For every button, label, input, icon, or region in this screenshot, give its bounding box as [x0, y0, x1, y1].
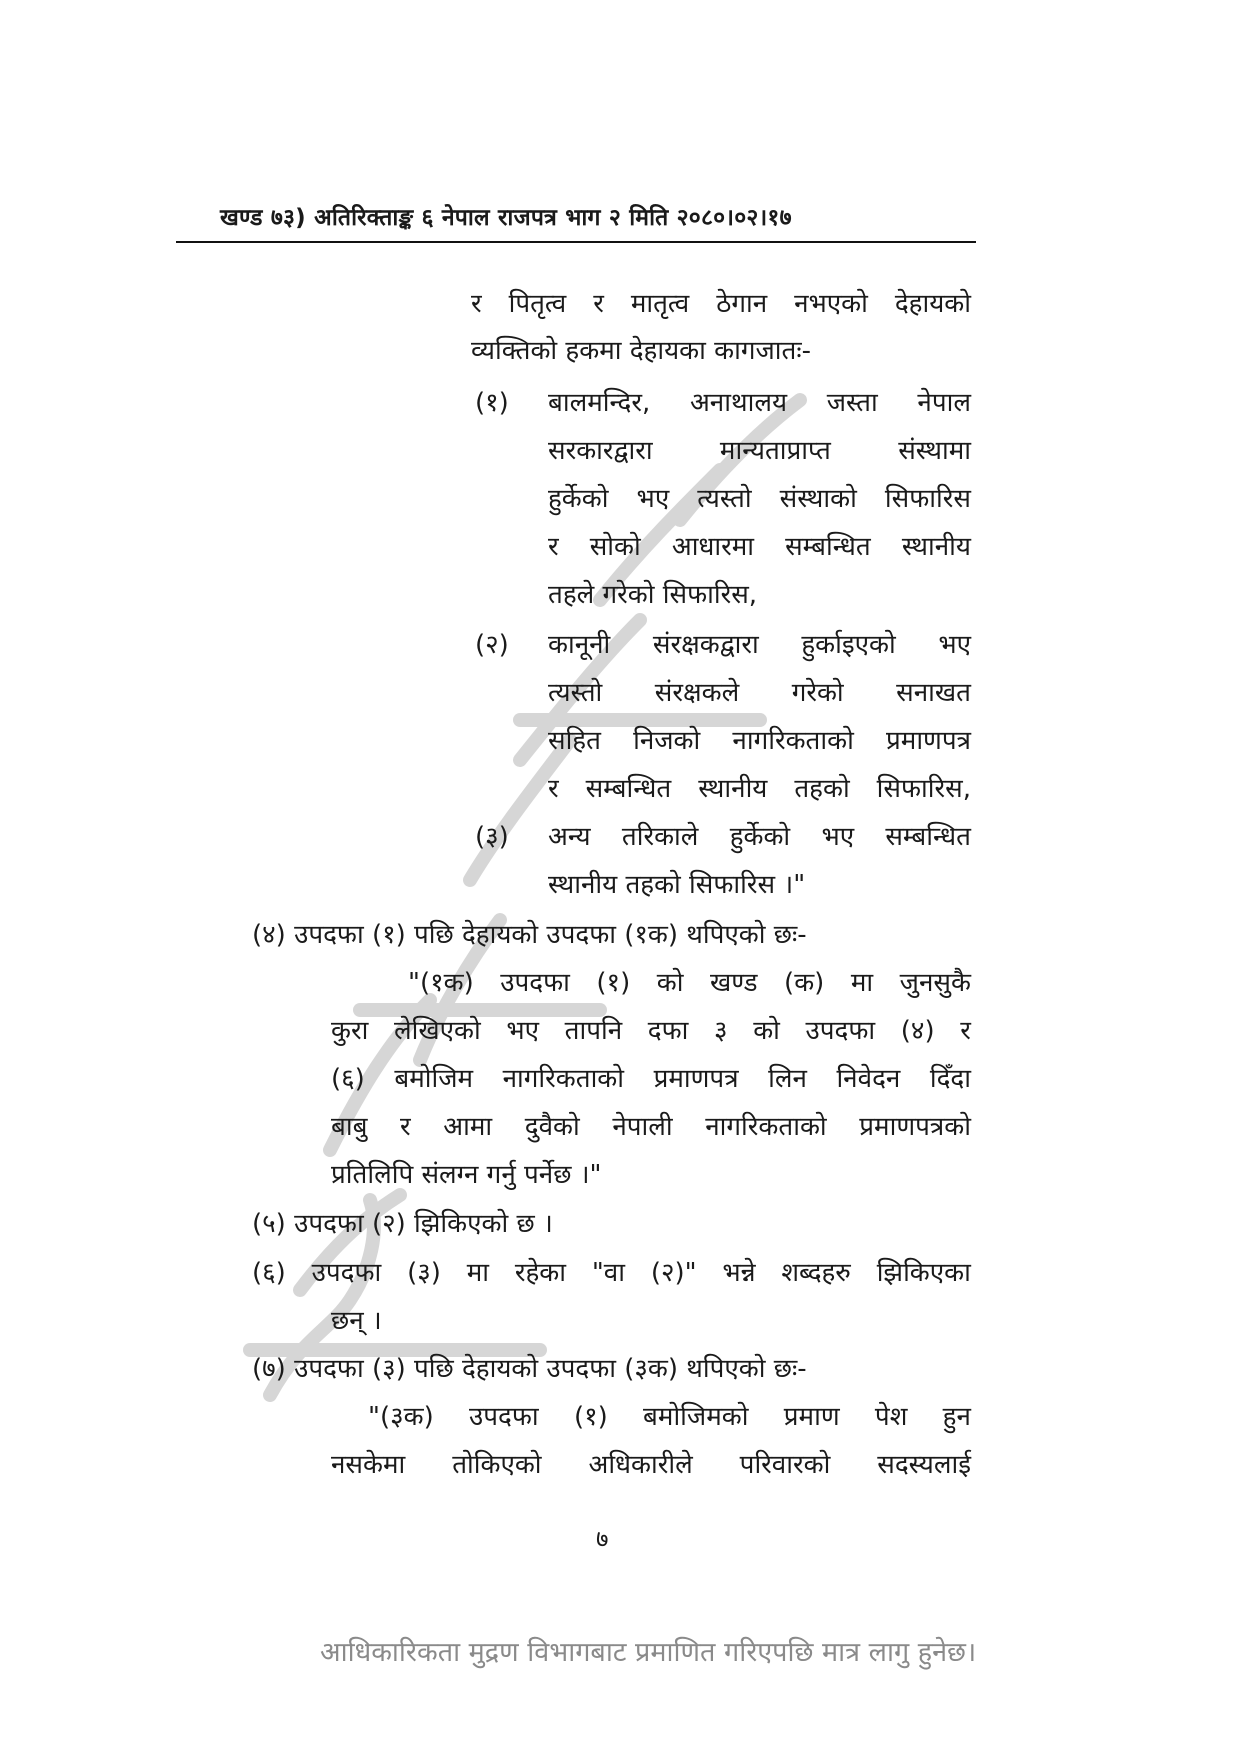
item-line: सहित निजको नागरिकताको प्रमाणपत्र	[548, 726, 971, 756]
running-header: खण्ड ७३) अतिरिक्ताङ्क ६ नेपाल राजपत्र भाग २ मिति २०८०।०२।१७	[220, 205, 792, 231]
item-number: (२)	[475, 630, 509, 660]
quote-line: कुरा लेखिएको भए तापनि दफा ३ को उपदफा (४) र	[331, 1016, 971, 1046]
item-line: त्यस्तो संरक्षकले गरेको सनाखत	[548, 678, 971, 708]
subsection-7: (७) उपदफा (३) पछि देहायको उपदफा (३क) थपिएको छः-	[252, 1354, 807, 1384]
item-line: सरकारद्वारा मान्यताप्राप्त संस्थामा	[548, 436, 971, 466]
item-line: तहले गरेको सिफारिस,	[548, 580, 758, 610]
item-line: अन्य तरिकाले हुर्केको भए सम्बन्धित	[548, 822, 971, 852]
header-rule	[176, 241, 976, 243]
item-number: (३)	[475, 822, 509, 852]
page-number: ७	[596, 1525, 609, 1553]
subsection-4: (४) उपदफा (१) पछि देहायको उपदफा (१क) थपिएको छः-	[252, 920, 807, 950]
quote-line: नसकेमा तोकिएको अधिकारीले परिवारको सदस्यलाई	[331, 1450, 971, 1480]
subsection-6-cont: छन् ।	[331, 1306, 382, 1336]
quote-line: "(३क) उपदफा (१) बमोजिमको प्रमाण पेश हुन	[368, 1402, 971, 1432]
intro-line-2: व्यक्तिको हकमा देहायका कागजातः-	[471, 336, 811, 366]
item-number: (१)	[475, 388, 509, 418]
quote-line: "(१क) उपदफा (१) को खण्ड (क) मा जुनसुकै	[408, 968, 971, 998]
item-line: हुर्केको भए त्यस्तो संस्थाको सिफारिस	[548, 484, 971, 514]
quote-line: बाबु र आमा दुवैको नेपाली नागरिकताको प्रमाणपत्रको	[331, 1112, 971, 1142]
intro-line-1: र पितृत्व र मातृत्व ठेगान नभएको देहायको	[471, 289, 971, 319]
item-line: बालमन्दिर, अनाथालय जस्ता नेपाल	[548, 388, 971, 418]
subsection-5: (५) उपदफा (२) झिकिएको छ ।	[252, 1209, 553, 1239]
item-line: स्थानीय तहको सिफारिस ।"	[548, 870, 806, 900]
subsection-6: (६) उपदफा (३) मा रहेका "वा (२)" भन्ने शब्दहरु झिकिएका	[252, 1258, 971, 1288]
quote-line: (६) बमोजिम नागरिकताको प्रमाणपत्र लिन निवेदन दिँदा	[331, 1064, 971, 1094]
item-line: र सम्बन्धित स्थानीय तहको सिफारिस,	[548, 774, 971, 804]
footer-note: आधिकारिकता मुद्रण विभागबाट प्रमाणित गरिएपछि मात्र लागु हुनेछ।	[320, 1637, 977, 1668]
item-line: कानूनी संरक्षकद्वारा हुर्काइएको भए	[548, 630, 971, 660]
quote-line: प्रतिलिपि संलग्न गर्नु पर्नेछ ।"	[331, 1160, 602, 1190]
item-line: र सोको आधारमा सम्बन्धित स्थानीय	[548, 532, 971, 562]
